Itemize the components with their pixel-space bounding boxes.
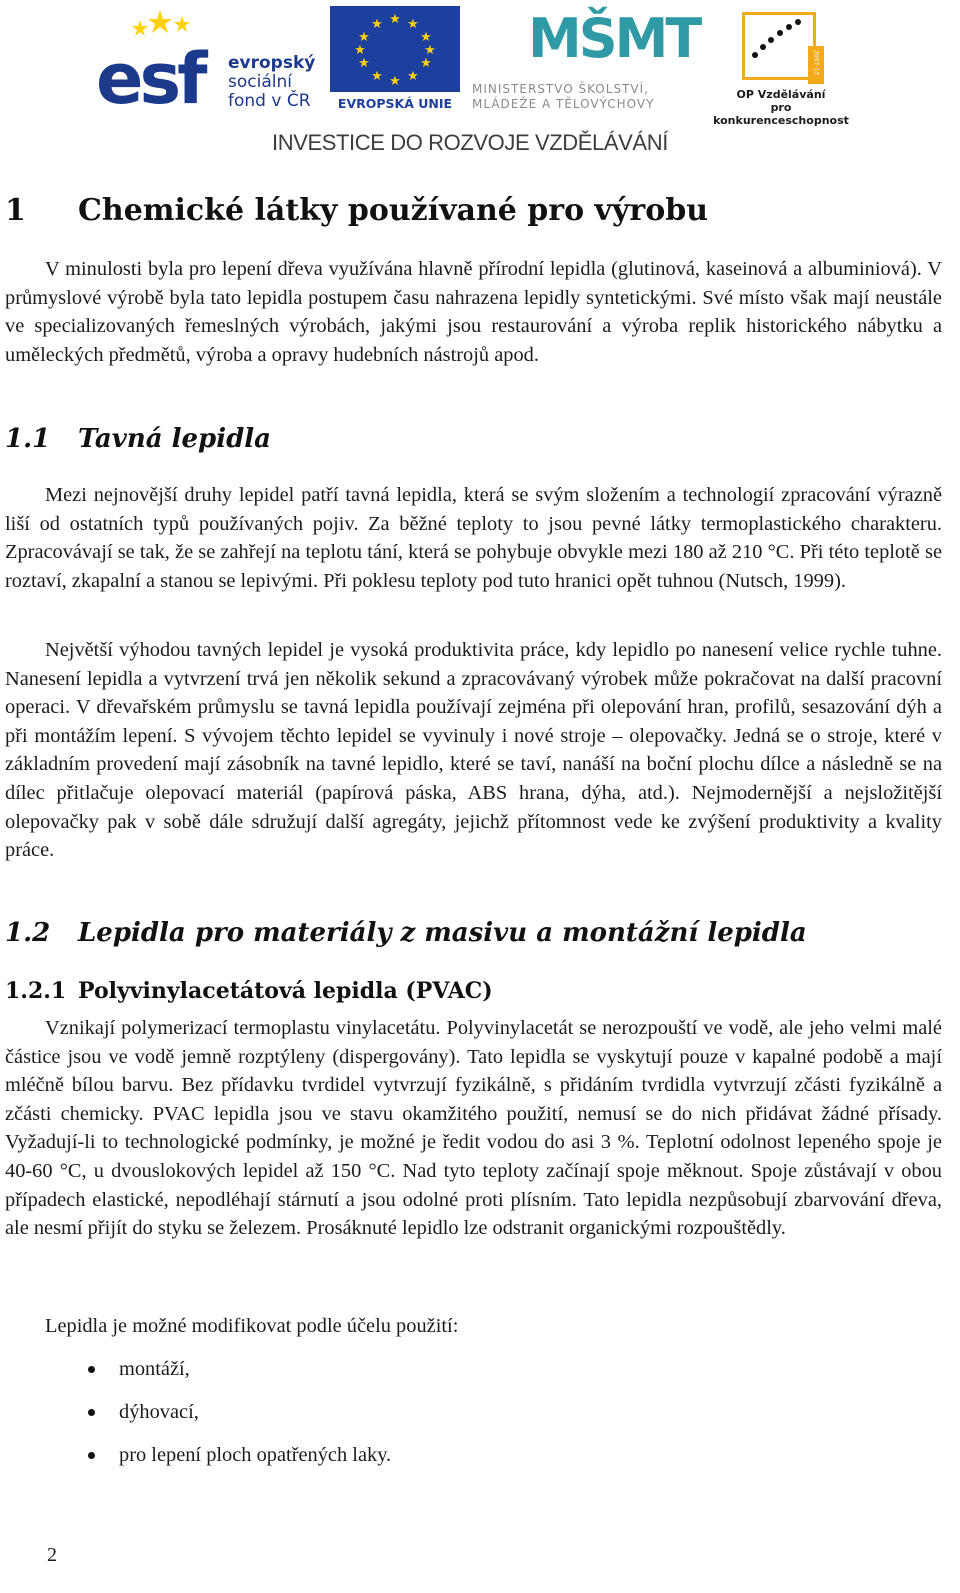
paragraph-tavna-1: Mezi nejnovější druhy lepidel patří tavná lepidla, která se svým složením a technologií zpracování výrazně liší od ostatních typů používaných pojiv. Za běžné teploty to jsou pevné látky termoplastického charakteru. Zpracovávají se tak, že se zahřejí na teplotu tání, která se pohybuje obvykle mezi 180 až 210 °C. Při této teplotě se roztaví, zkapalní a stanou se lepivými. Při poklesu teploty pod tuto hranici opět tuhnou (Nutsch, 1999). [5,484,942,592]
heading-number: 1.2 [5,918,51,948]
list-item: dýhovací, [85,1398,391,1441]
opvk-frame-icon [742,12,816,80]
svg-text:★: ★ [371,69,383,84]
page-number: 2 [47,1544,57,1566]
heading-title: Tavná lepidla [78,424,271,454]
heading-number: 1.2.1 [5,978,67,1004]
paragraph-list-intro: Lepidla je možné modifikovat podle účelu použití: [45,1315,459,1337]
svg-text:★: ★ [420,30,432,45]
heading-section-1-2-1 [5,978,493,1004]
opvk-caption-line-2: pro konkurenceschopnost [713,101,849,127]
svg-text:★: ★ [407,17,419,32]
heading-title: Polyvinylacetátová lepidla (PVAC) [78,978,493,1004]
opvk-caption [706,88,856,127]
heading-title: Chemické látky používané pro výrobu [78,193,708,228]
msmt-caption-line-1: MINISTERSTVO ŠKOLSTVÍ, [472,82,649,96]
esf-caption-line-2: sociální [228,72,292,92]
eu-label: EVROPSKÁ UNIE [337,96,453,111]
msmt-caption [472,82,654,112]
heading-title: Lepidla pro materiály z masivu a montážní lepidla [78,918,807,948]
svg-text:★: ★ [407,69,419,84]
heading-section-1-1 [5,424,271,454]
msmt-logo [472,4,698,114]
opvk-caption-line-1: OP Vzdělávání [736,88,826,101]
svg-text:★: ★ [424,43,436,58]
eu-flag-icon [330,6,460,92]
investice-tagline: INVESTICE DO ROZVOJE VZDĚLÁVÁNÍ [272,130,668,155]
svg-text:★: ★ [389,74,401,89]
svg-text:★: ★ [354,43,366,58]
esf-caption-line-1: evropský [228,53,316,73]
svg-text:★: ★ [420,56,432,71]
svg-text:★: ★ [358,30,370,45]
heading-number: 1 [5,193,26,228]
eu-logo [330,6,460,114]
paragraph-tavna-2: Největší výhodou tavných lepidel je vysoká produktivita práce, kdy lepidlo po nanesení velice rychle tuhne. Nanesení lepidla a vytvrzení trvá jen několik sekund a zpracovávaný výrobek může pokračovat na další pracovní operaci. V dřevařském průmyslu se tavná lepidla používají zejména při olepování hran, profilů, sesazování dýh a při montážím lepení. S vývojem těchto lepidel se vyvinuly i nové stroje – olepovačky. Jedná se o stroje, které v základním provedení mají zásobník na tavné lepidlo, které se taví, nanáší na boční plochu dílce a následně se na dílec přitlačuje olepovací materiál (papírová páska, ABS hrana, dýha, atd.). Nejmodernější a nejsložitější olepovačky pak v sobě dále sdružují další agregáty, jejichž přítomnost vede ke zvýšení produktivity a kvality práce. [5,639,942,862]
svg-text:★: ★ [389,12,401,27]
msmt-mark: MŠMT [528,7,700,70]
paragraph-pvac: Vznikají polymerizací termoplastu vinylacetátu. Polyvinylacetát se nerozpouští ve vodě, ale jeho velmi malé částice jsou ve vodě jemně rozptýleny (dispergovány). Tato lepidla se vyskytují pouze v kapalné podobě a mají mléčně bílou barvu. Bez přídavku tvrdidel vytvrzují fyzikálně, s přidáním tvrdidla vytvrzují zčásti fyzikálně a zčásti chemicky. PVAC lepidla jsou ve stavu okamžitého použití, nemusí se do nich přidávat žádné přísady. Vyžadují-li to technologické podmínky, je možné je ředit vodou do asi 3 %. Teplotní odolnost lepeného spoje je 40-60 °C, u dvouslokových lepidel až 150 °C. Nad tyto teploty začínají spoje měknout. Spoje zůstávají v obou případech elastické, nepodléhají stárnutí a jsou odolné proti plísním. Tato lepidla nezpůsobují zbarvování dřeva, ale nesmí přijít do styku se železem. Prosáknuté lepidlo lze odstranit organickými rozpouštědly. [5,1017,942,1240]
esf-logo [96,6,318,120]
heading-number: 1.1 [5,424,51,454]
opvk-logo [706,4,856,127]
msmt-caption-line-2: MLÁDEŽE A TĚLOVÝCHOVY [472,97,655,111]
opvk-years-badge [808,46,824,84]
list-item: pro lepení ploch opatřených laky. [85,1441,391,1484]
paragraph-intro: V minulosti byla pro lepení dřeva využívána hlavně přírodní lepidla (glutinová, kaseinová a albuminiová). V průmyslové výrobě byla tato lepidla postupem času nahrazena lepidly syntetickými. Své místo však mají neustále ve specializovaných řemeslných výrobách, jakými jsou restaurování a výroba replik historického nábytku a uměleckých předmětů, výroba a opravy hudebních nástrojů apod. [5,258,942,366]
svg-text:★: ★ [358,56,370,71]
esf-caption-line-3: fond v ČR [228,91,311,111]
svg-text:★: ★ [371,17,383,32]
esf-wordmark: esf [96,38,204,120]
esf-caption [228,54,315,111]
header-logo-band [0,0,960,165]
opvk-years: 2007-13 [812,49,820,76]
heading-section-1-2 [5,918,807,948]
bullet-list [85,1355,391,1484]
heading-section-1 [5,193,708,228]
list-item: montáží, [85,1355,391,1398]
